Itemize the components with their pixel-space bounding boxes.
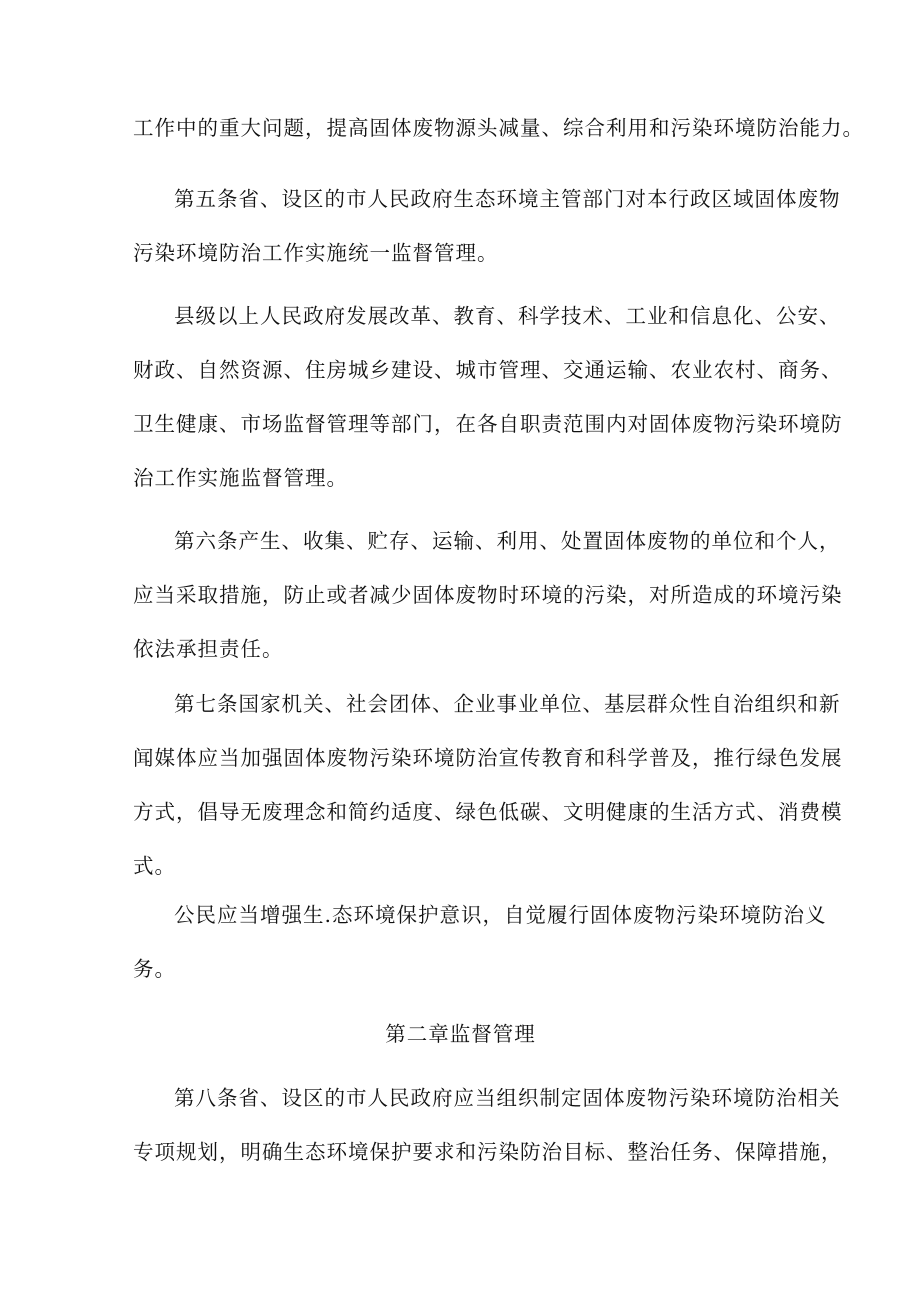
paragraph-article-8 — [133, 1071, 843, 1179]
text-line: 方式，倡导无废理念和简约适度、绿色低碳、文明健康的生活方式、消费模 — [133, 800, 843, 824]
paragraph-article-5 — [133, 172, 841, 280]
text-line: 第六条产生、收集、贮存、运输、利用、处置固体废物的单位和个人， — [174, 529, 841, 553]
text-line: 务。 — [133, 957, 176, 981]
text-line: 第八条省、设区的市人民政府应当组织制定固体废物污染环境防治相关 — [174, 1086, 841, 1110]
chapter-heading: 第二章监督管理 — [385, 1022, 536, 1046]
paragraph-citizens — [133, 888, 827, 996]
text-line: 工作中的重大问题，提高固体废物源头减量、综合利用和污染环境防治能力。 — [133, 116, 864, 140]
paragraph-article-7 — [133, 677, 843, 893]
text-line: 污染环境防治工作实施统一监督管理。 — [133, 241, 499, 265]
text-line: 式。 — [133, 854, 176, 878]
paragraph-county-departments — [133, 289, 843, 505]
text-line: 专项规划，明确生态环境保护要求和污染防治目标、整治任务、保障措施， — [133, 1140, 843, 1164]
text-line: 第五条省、设区的市人民政府生态环境主管部门对本行政区域固体废物 — [174, 187, 841, 211]
text-line: 公民应当增强生.态环境保护意识，自觉履行固体废物污染环境防治义 — [174, 903, 827, 927]
paragraph-article-6 — [133, 514, 843, 676]
text-line: 闻媒体应当加强固体废物污染环境防治宣传教育和科学普及，推行绿色发展 — [133, 746, 843, 770]
text-line: 财政、自然资源、住房城乡建设、城市管理、交通运输、农业农村、商务、 — [133, 358, 843, 382]
text-line: 县级以上人民政府发展改革、教育、科学技术、工业和信息化、公安、 — [174, 304, 841, 328]
text-line: 卫生健康、市场监督管理等部门，在各自职责范围内对固体废物污染环境防 — [133, 412, 843, 436]
paragraph-continuation — [133, 101, 864, 155]
text-line: 治工作实施监督管理。 — [133, 466, 348, 490]
text-line: 第七条国家机关、社会团体、企业事业单位、基层群众性自治组织和新 — [174, 692, 841, 716]
text-line: 应当采取措施，防止或者减少固体废物时环境的污染，对所造成的环境污染 — [133, 583, 843, 607]
text-line: 依法承担责任。 — [133, 637, 284, 661]
